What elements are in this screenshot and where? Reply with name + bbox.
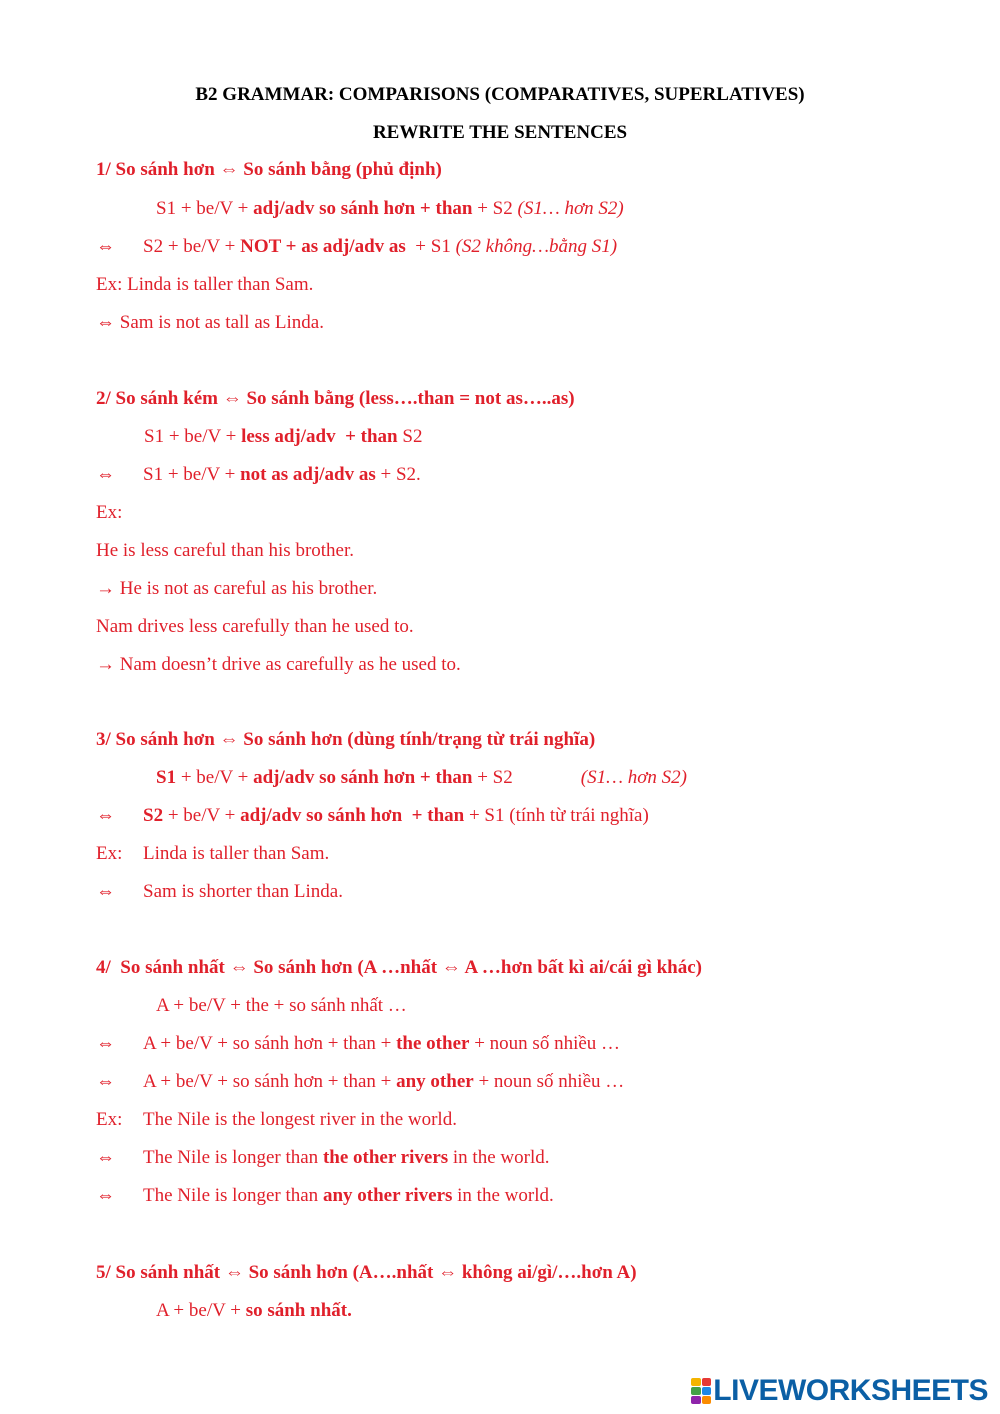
section-2-example-1: He is less careful than his brother. [96,540,355,561]
liveworksheets-logo-text: LIVEWORKSHEETS [713,1374,988,1407]
section-3-heading: 3/ So sánh hơn ⇔ So sánh hơn (dùng tính/trạng từ trái nghĩa) [96,729,596,750]
section-4-example-2: ⇔ The Nile is longer than the other rivers in the world. [96,1147,550,1168]
section-2-heading: 2/ So sánh kém ⇔ So sánh bằng (less….than = not as…..as) [96,388,575,409]
section-2-example-2: → He is not as careful as his brother. [96,578,378,599]
section-4-example-1: Ex: The Nile is the longest river in the world. [96,1109,457,1130]
page-title: B2 GRAMMAR: COMPARISONS (COMPARATIVES, SUPERLATIVES) [195,84,805,105]
equivalence-arrow-icon: ⇔ [96,464,115,485]
section-2-example-4: → Nam doesn’t drive as carefully as he used to. [96,654,461,675]
equivalence-arrow-icon: ⇔ [96,1071,115,1092]
equivalence-arrow-icon: ⇔ [96,1033,115,1054]
liveworksheets-logo[interactable] [691,1376,988,1406]
equivalence-arrow-icon: ⇔ [96,312,115,333]
equivalence-arrow-icon: ⇔ [96,1147,115,1168]
section-1-formula-1: S1 + be/V + adj/adv so sánh hơn + than + S2 (S1… hơn S2) [156,198,624,219]
section-4-example-3: ⇔ The Nile is longer than any other rivers in the world. [96,1185,554,1206]
liveworksheets-logo-icon [691,1378,711,1404]
equivalence-arrow-icon: ⇔ [96,881,115,902]
section-2-formula-1: S1 + be/V + less adj/adv + than S2 [144,426,423,447]
section-2-example-label: Ex: [96,502,123,523]
section-4-formula-3: ⇔ A + be/V + so sánh hơn + than + any other + noun số nhiều … [96,1071,625,1092]
section-2-formula-2: ⇔ S1 + be/V + not as adj/adv as + S2. [96,464,421,485]
section-3-formula-1: S1 + be/V + adj/adv so sánh hơn + than + S2 (S1… hơn S2) [156,767,687,788]
section-1-example-1: Ex: Linda is taller than Sam. [96,274,314,295]
section-1-formula-2: ⇔ S2 + be/V + NOT + as adj/adv as + S1 (S2 không…bằng S1) [96,236,618,257]
section-3-formula-2: ⇔ S2 + be/V + adj/adv so sánh hơn + than + S1 (tính từ trái nghĩa) [96,805,649,826]
section-4-formula-1: A + be/V + the + so sánh nhất … [156,995,407,1016]
section-3-example-1: Ex: Linda is taller than Sam. [96,843,330,864]
section-5-formula-1: A + be/V + so sánh nhất. [156,1300,352,1321]
section-5-heading: 5/ So sánh nhất ⇔ So sánh hơn (A….nhất ⇔ không ai/gì/….hơn A) [96,1262,637,1283]
section-3-example-2: ⇔ Sam is shorter than Linda. [96,881,343,902]
page-subtitle: REWRITE THE SENTENCES [372,122,628,143]
equivalence-arrow-icon: ⇔ [96,1185,115,1206]
section-2-example-3: Nam drives less carefully than he used to. [96,616,414,637]
section-4-heading: 4/ So sánh nhất ⇔ So sánh hơn (A …nhất ⇔ A …hơn bất kì ai/cái gì khác) [96,957,703,978]
section-1-example-2: ⇔ Sam is not as tall as Linda. [96,312,324,333]
section-4-formula-2: ⇔ A + be/V + so sánh hơn + than + the other + noun số nhiều … [96,1033,621,1054]
equivalence-arrow-icon: ⇔ [96,805,115,826]
equivalence-arrow-icon: ⇔ [96,236,115,257]
section-1-heading: 1/ So sánh hơn ⇔ So sánh bằng (phủ định) [96,159,442,180]
